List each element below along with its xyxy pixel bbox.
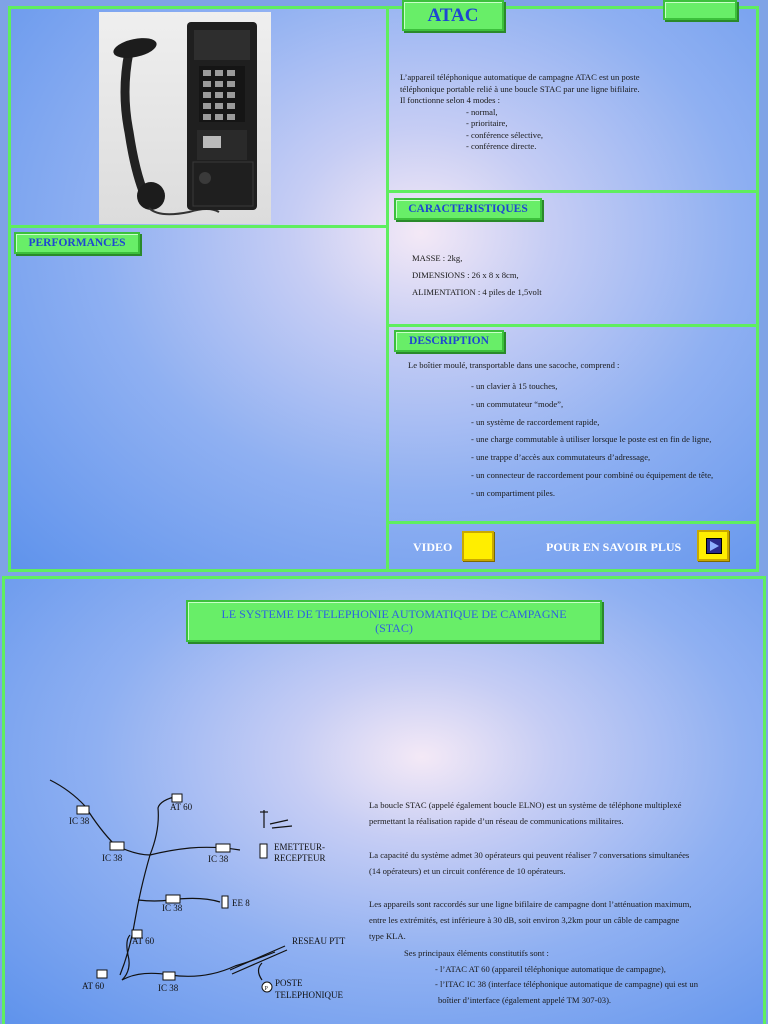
label-ic38-e: IC 38 bbox=[158, 983, 179, 993]
node-ic38-c bbox=[216, 844, 230, 852]
spec-line: ALIMENTATION : 4 piles de 1,5volt bbox=[412, 287, 542, 297]
stac-text-line: Les appareils sont raccordés sur une ligne bifilaire de campagne dont l’atténuation maximum, bbox=[369, 899, 692, 909]
stac-network-diagram bbox=[40, 770, 360, 1010]
stac-title-line1: LE SYSTEME DE TELEPHONIE AUTOMATIQUE DE CAMPAGNE bbox=[221, 607, 567, 621]
node-at60-a bbox=[172, 794, 182, 802]
stac-text-line: boîtier d’interface (également appelé TM 307-03). bbox=[438, 994, 612, 1005]
description-item: - un compartiment piles. bbox=[471, 487, 556, 498]
node-ic38-b bbox=[110, 842, 124, 850]
label-ic38-d: IC 38 bbox=[162, 903, 183, 913]
label-emetteur-1: EMETTEUR- bbox=[274, 842, 325, 852]
spec-line: DIMENSIONS : 26 x 8 x 8cm, bbox=[412, 270, 519, 280]
stac-text-line: - l’ITAC IC 38 (interface téléphonique automatique de campagne) qui est un bbox=[435, 979, 698, 989]
stac-text-line: (14 opérateurs) et un circuit conférence de 10 opérateurs. bbox=[369, 866, 566, 876]
mode-item: - conférence sélective, bbox=[466, 129, 544, 140]
description-item: - une charge commutable à utiliser lorsque le poste est en fin de ligne, bbox=[471, 434, 712, 445]
atac-title-text: ATAC bbox=[427, 4, 479, 26]
label-ic38-a: IC 38 bbox=[69, 816, 90, 826]
stac-text-line: La boucle STAC (appelé également boucle ELNO) est un système de téléphone multiplexé bbox=[369, 800, 682, 810]
label-poste-1: POSTE bbox=[275, 978, 303, 988]
stac-text-line: La capacité du système admet 30 opérateurs qui peuvent réaliser 7 conversations simultanées bbox=[369, 850, 690, 860]
label-poste-2: TELEPHONIQUE bbox=[275, 990, 343, 1000]
spec-line: MASSE : 2kg, bbox=[412, 253, 463, 263]
caracteristiques-label-text: CARACTERISTIQUES bbox=[408, 203, 528, 215]
mode-item: - prioritaire, bbox=[466, 118, 508, 128]
label-emetteur-2: RECEPTEUR bbox=[274, 853, 326, 863]
stac-text-line: entre les extrémités, est inférieure à 30 dB, soit environ 3,2km pour un câble de campagne bbox=[369, 915, 680, 925]
label-at60-b: AT 60 bbox=[132, 936, 155, 946]
stac-paragraph-3 bbox=[369, 896, 759, 944]
mode-item: - conférence directe. bbox=[466, 141, 537, 151]
corner-green-button[interactable] bbox=[663, 0, 737, 20]
performances-label bbox=[14, 232, 140, 254]
label-ic38-b: IC 38 bbox=[102, 853, 123, 863]
stac-text-line: permettant la réalisation rapide d’un réseau de communications militaires. bbox=[369, 816, 624, 826]
label-reseau-ptt: RESEAU PTT bbox=[292, 936, 346, 946]
label-ee8: EE 8 bbox=[232, 898, 250, 908]
stac-paragraph-1 bbox=[369, 797, 759, 829]
description-item: - un clavier à 15 touches, bbox=[471, 381, 558, 391]
node-at60-c bbox=[97, 970, 107, 978]
more-button[interactable] bbox=[697, 530, 729, 561]
description-list bbox=[471, 378, 756, 503]
node-ee8 bbox=[222, 896, 228, 908]
atac-intro bbox=[400, 72, 750, 153]
description-item: - une trappe d’accès aux commutateurs d’adressage, bbox=[471, 452, 651, 463]
intro-line: Il fonctionne selon 4 modes : bbox=[400, 95, 501, 105]
divider-2 bbox=[388, 324, 759, 327]
divider-3 bbox=[388, 521, 759, 524]
stac-paragraph-2 bbox=[369, 847, 759, 879]
video-button[interactable] bbox=[462, 531, 494, 561]
label-at60-c: AT 60 bbox=[82, 981, 105, 991]
stac-text-line: Ses principaux éléments constitutifs sont : bbox=[404, 948, 549, 958]
node-ic38-d bbox=[166, 895, 180, 903]
video-label: VIDEO bbox=[413, 540, 453, 554]
intro-line: L’appareil téléphonique automatique de campagne ATAC est un poste bbox=[400, 72, 640, 82]
divider-left bbox=[8, 225, 388, 228]
stac-paragraph-4 bbox=[404, 946, 764, 1008]
label-ic38-c: IC 38 bbox=[208, 854, 229, 864]
atac-photo bbox=[99, 12, 271, 224]
description-item: - un système de raccordement rapide, bbox=[471, 416, 600, 427]
intro-line: téléphonique portable relié à une boucle STAC par une ligne bifilaire. bbox=[400, 83, 640, 94]
stac-text-line: type KLA. bbox=[369, 931, 406, 941]
atac-title bbox=[402, 0, 504, 31]
description-label bbox=[394, 330, 504, 352]
node-ic38-e bbox=[163, 972, 175, 980]
stac-text-line: - l’ATAC AT 60 (appareil téléphonique automatique de campagne), bbox=[435, 963, 666, 974]
description-item: - un connecteur de raccordement pour combiné ou équipement de tête, bbox=[471, 469, 714, 480]
label-at60-a: AT 60 bbox=[170, 802, 193, 812]
label-poste-marker: P bbox=[264, 986, 268, 992]
description-item: - un commutateur “mode”, bbox=[471, 398, 564, 409]
column-divider bbox=[386, 6, 389, 572]
mode-item: - normal, bbox=[466, 106, 498, 117]
play-icon bbox=[706, 538, 722, 554]
description-label-text: DESCRIPTION bbox=[409, 335, 489, 347]
stac-title bbox=[186, 600, 602, 642]
node-ic38-a bbox=[77, 806, 89, 814]
stac-title-line2: (STAC) bbox=[375, 621, 413, 635]
caracteristiques-label bbox=[394, 198, 542, 220]
node-emetteur bbox=[260, 844, 267, 858]
divider-1 bbox=[388, 190, 759, 193]
more-label: POUR EN SAVOIR PLUS bbox=[546, 540, 682, 554]
caracteristiques-text bbox=[412, 250, 742, 301]
description-intro: Le boîtier moulé, transportable dans une sacoche, comprend : bbox=[408, 360, 620, 370]
performances-label-text: PERFORMANCES bbox=[28, 237, 126, 249]
